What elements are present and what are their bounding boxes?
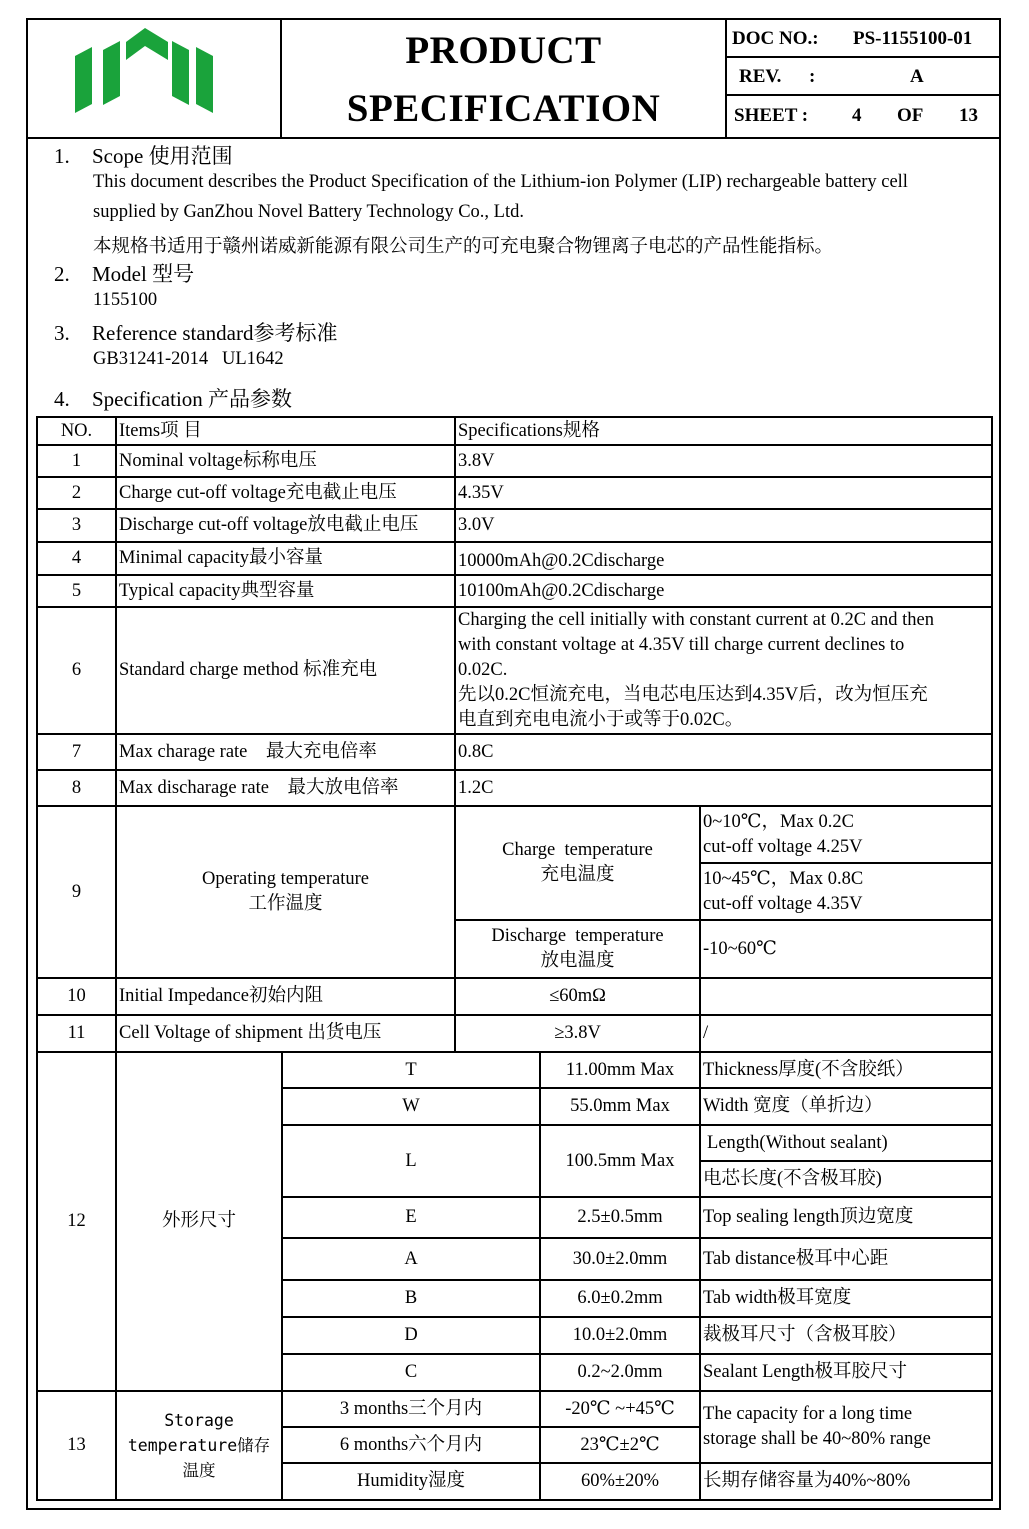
storage-note xyxy=(700,1391,992,1463)
storage-humidity-label: Humidity湿度 xyxy=(282,1463,540,1500)
dim-symbol: A xyxy=(282,1238,540,1280)
table-row xyxy=(37,477,992,509)
sheet-value: 4 xyxy=(852,105,862,126)
section-scope-heading xyxy=(54,140,233,170)
dim-symbol: C xyxy=(282,1354,540,1391)
spec-line: 电直到充电电流小于或等于0.02C。 xyxy=(458,710,744,730)
row-spec: 10100mAh@0.2Cdischarge xyxy=(455,575,992,607)
row-spec: 4.35V xyxy=(455,477,992,509)
charge-label-cn: 充电温度 xyxy=(540,865,615,885)
row-item: 外形尺寸 xyxy=(116,1052,282,1391)
section-title: Reference standard参考标准 xyxy=(92,321,338,345)
row-no: 7 xyxy=(37,734,116,770)
row-item: Initial Impedance初始内阻 xyxy=(116,978,455,1015)
section-number: 3. xyxy=(54,321,70,345)
title-cell xyxy=(282,20,727,137)
row-no: 2 xyxy=(37,477,116,509)
row-spec xyxy=(455,607,992,734)
range-line: 10~45℃，Max 0.8C xyxy=(703,868,864,889)
specification-table xyxy=(36,416,993,1501)
sheet-total: 13 xyxy=(959,105,978,126)
row-no: 3 xyxy=(37,509,116,542)
discharge-label-cn: 放电温度 xyxy=(540,951,615,971)
charge-label: Charge temperature xyxy=(502,840,653,860)
dim-symbol: B xyxy=(282,1280,540,1317)
table-row xyxy=(37,1391,992,1427)
dim-desc: Length(Without sealant) xyxy=(700,1125,992,1161)
row-item: Discharge cut-off voltage放电截止电压 xyxy=(116,509,455,542)
table-row xyxy=(37,542,992,575)
dim-desc: Top sealing length顶边宽度 xyxy=(700,1197,992,1238)
row-item: Nominal voltage标称电压 xyxy=(116,445,455,477)
dim-value: 2.5±0.5mm xyxy=(540,1197,700,1238)
dim-value: 6.0±0.2mm xyxy=(540,1280,700,1317)
dim-desc: 电芯长度(不含极耳胶) xyxy=(700,1161,992,1197)
table-row xyxy=(37,1052,992,1088)
section-specification-heading xyxy=(54,383,292,413)
dim-symbol: E xyxy=(282,1197,540,1238)
rev-value: A xyxy=(910,66,924,87)
section-title: Scope 使用范围 xyxy=(92,144,233,168)
company-logo xyxy=(28,20,280,137)
sheet-label: SHEET : xyxy=(734,105,809,126)
spec-line: 0.02C. xyxy=(458,660,508,680)
dim-desc: Thickness厚度(不含胶纸） xyxy=(700,1052,992,1088)
doc-no-row xyxy=(727,20,999,58)
dim-desc: Sealant Length极耳胶尺寸 xyxy=(700,1354,992,1391)
model-value: 1155100 xyxy=(93,290,158,310)
table-row xyxy=(37,806,992,863)
spec-page xyxy=(26,18,1001,1510)
section-reference-heading xyxy=(54,317,338,347)
table-row xyxy=(37,445,992,477)
row-item xyxy=(116,1391,282,1500)
logo-cell xyxy=(28,20,282,137)
item-line: temperature储存 xyxy=(127,1436,271,1455)
item-line: 温度 xyxy=(182,1461,216,1480)
dim-value: 11.00mm Max xyxy=(540,1052,700,1088)
row-item: Cell Voltage of shipment 出货电压 xyxy=(116,1015,455,1052)
item-line: Storage xyxy=(164,1411,234,1430)
spec-line: Charging the cell initially with constant current at 0.2C and then xyxy=(458,610,934,630)
section-model-heading xyxy=(54,258,194,288)
spec-line: 先以0.2C恒流充电，当电芯电压达到4.35V后，改为恒压充 xyxy=(458,685,928,705)
row-item: Typical capacity典型容量 xyxy=(116,575,455,607)
row-no: 9 xyxy=(37,806,116,978)
spec-line: with constant voltage at 4.35V till charge current declines to xyxy=(458,635,905,655)
storage-temp: -20℃ ~+45℃ xyxy=(540,1391,700,1427)
storage-period: 3 months三个月内 xyxy=(282,1391,540,1427)
note-line: storage shall be 40~80% range xyxy=(703,1429,931,1449)
range-line: cut-off voltage 4.25V xyxy=(703,836,863,857)
row-no: 13 xyxy=(37,1391,116,1500)
section-title: Specification 产品参数 xyxy=(92,387,293,411)
dim-value: 30.0±2.0mm xyxy=(540,1238,700,1280)
row-no: 4 xyxy=(37,542,116,575)
doc-no-value: PS-1155100-01 xyxy=(853,28,973,49)
dim-symbol: W xyxy=(282,1088,540,1125)
dim-desc: Width 宽度（单折边） xyxy=(700,1088,992,1125)
reference-value: GB31241-2014 UL1642 xyxy=(93,349,284,369)
row-item: Minimal capacity最小容量 xyxy=(116,542,455,575)
row-no: 6 xyxy=(37,607,116,734)
document-header xyxy=(28,20,999,139)
storage-period: 6 months六个月内 xyxy=(282,1427,540,1463)
dim-symbol: T xyxy=(282,1052,540,1088)
header-spec: Specifications规格 xyxy=(455,417,992,445)
table-row xyxy=(37,575,992,607)
dim-symbol: L xyxy=(282,1125,540,1197)
scope-paragraph-2: supplied by GanZhou Novel Battery Technology Co., Ltd. xyxy=(93,202,524,222)
item-line: Operating temperature xyxy=(202,869,369,889)
row-spec: 1.2C xyxy=(455,770,992,806)
dim-desc: 裁极耳尺寸（含极耳胶） xyxy=(700,1317,992,1354)
item-line: 工作温度 xyxy=(248,894,323,914)
dim-value: 55.0mm Max xyxy=(540,1088,700,1125)
rev-label: REV. xyxy=(739,66,782,87)
dim-desc: Tab width极耳宽度 xyxy=(700,1280,992,1317)
sheet-of: OF xyxy=(897,105,924,126)
rev-colon: : xyxy=(809,66,816,87)
discharge-range: -10~60℃ xyxy=(700,920,992,978)
discharge-label: Discharge temperature xyxy=(491,926,664,946)
dim-value: 100.5mm Max xyxy=(540,1125,700,1197)
table-row xyxy=(37,607,992,734)
row-item: Standard charge method 标准充电 xyxy=(116,607,455,734)
row-no: 10 xyxy=(37,978,116,1015)
header-items: Items项 目 xyxy=(116,417,455,445)
header-no: NO. xyxy=(37,417,116,445)
dim-value: 10.0±2.0mm xyxy=(540,1317,700,1354)
row-spec: ≥3.8V xyxy=(455,1015,700,1052)
scope-paragraph-1: This document describes the Product Specification of the Lithium-ion Polymer (LIP) rechargeable battery cell xyxy=(93,172,908,192)
charge-temperature-cell xyxy=(455,806,700,920)
row-no: 11 xyxy=(37,1015,116,1052)
row-spec: 3.0V xyxy=(455,509,992,542)
section-title: Model 型号 xyxy=(92,262,195,286)
range-line: cut-off voltage 4.35V xyxy=(703,893,863,914)
row-spec: 3.8V xyxy=(455,445,992,477)
dim-desc: Tab distance极耳中心距 xyxy=(700,1238,992,1280)
title-line-1: PRODUCT xyxy=(405,29,602,72)
title-line-2: SPECIFICATION xyxy=(346,87,661,130)
note-line: The capacity for a long time xyxy=(703,1404,913,1424)
charge-range-high xyxy=(700,863,992,920)
row-item: Max charage rate 最大充电倍率 xyxy=(116,734,455,770)
row-note: / xyxy=(700,1015,992,1052)
row-no: 5 xyxy=(37,575,116,607)
section-number: 2. xyxy=(54,262,70,286)
table-row xyxy=(37,509,992,542)
table-row xyxy=(37,770,992,806)
section-number: 4. xyxy=(54,387,70,411)
dim-value: 0.2~2.0mm xyxy=(540,1354,700,1391)
row-no: 1 xyxy=(37,445,116,477)
row-spec: 10000mAh@0.2Cdischarge xyxy=(455,542,992,575)
table-row xyxy=(37,978,992,1015)
table-row xyxy=(37,734,992,770)
range-line: 0~10℃，Max 0.2C xyxy=(703,811,854,832)
row-item: Charge cut-off voltage充电截止电压 xyxy=(116,477,455,509)
row-no: 8 xyxy=(37,770,116,806)
table-row xyxy=(37,1015,992,1052)
doc-info xyxy=(727,20,999,137)
row-no: 12 xyxy=(37,1052,116,1391)
sheet-row xyxy=(727,97,999,135)
storage-humidity-value: 60%±20% xyxy=(540,1463,700,1500)
table-header-row xyxy=(37,417,992,445)
row-spec: 0.8C xyxy=(455,734,992,770)
row-item xyxy=(116,806,455,978)
rev-row xyxy=(727,58,999,96)
row-spec: ≤60mΩ xyxy=(455,978,700,1015)
note-line: 长期存储容量为40%~80% xyxy=(700,1463,992,1500)
storage-temp: 23℃±2℃ xyxy=(540,1427,700,1463)
section-number: 1. xyxy=(54,144,70,168)
scope-paragraph-3: 本规格书适用于赣州诺威新能源有限公司生产的可充电聚合物锂离子电芯的产品性能指标。 xyxy=(93,237,834,257)
discharge-temperature-cell xyxy=(455,920,700,978)
row-note xyxy=(700,978,992,1015)
row-item: Max discharage rate 最大放电倍率 xyxy=(116,770,455,806)
dim-symbol: D xyxy=(282,1317,540,1354)
charge-range-low xyxy=(700,806,992,863)
doc-no-label: DOC NO.: xyxy=(732,28,819,49)
